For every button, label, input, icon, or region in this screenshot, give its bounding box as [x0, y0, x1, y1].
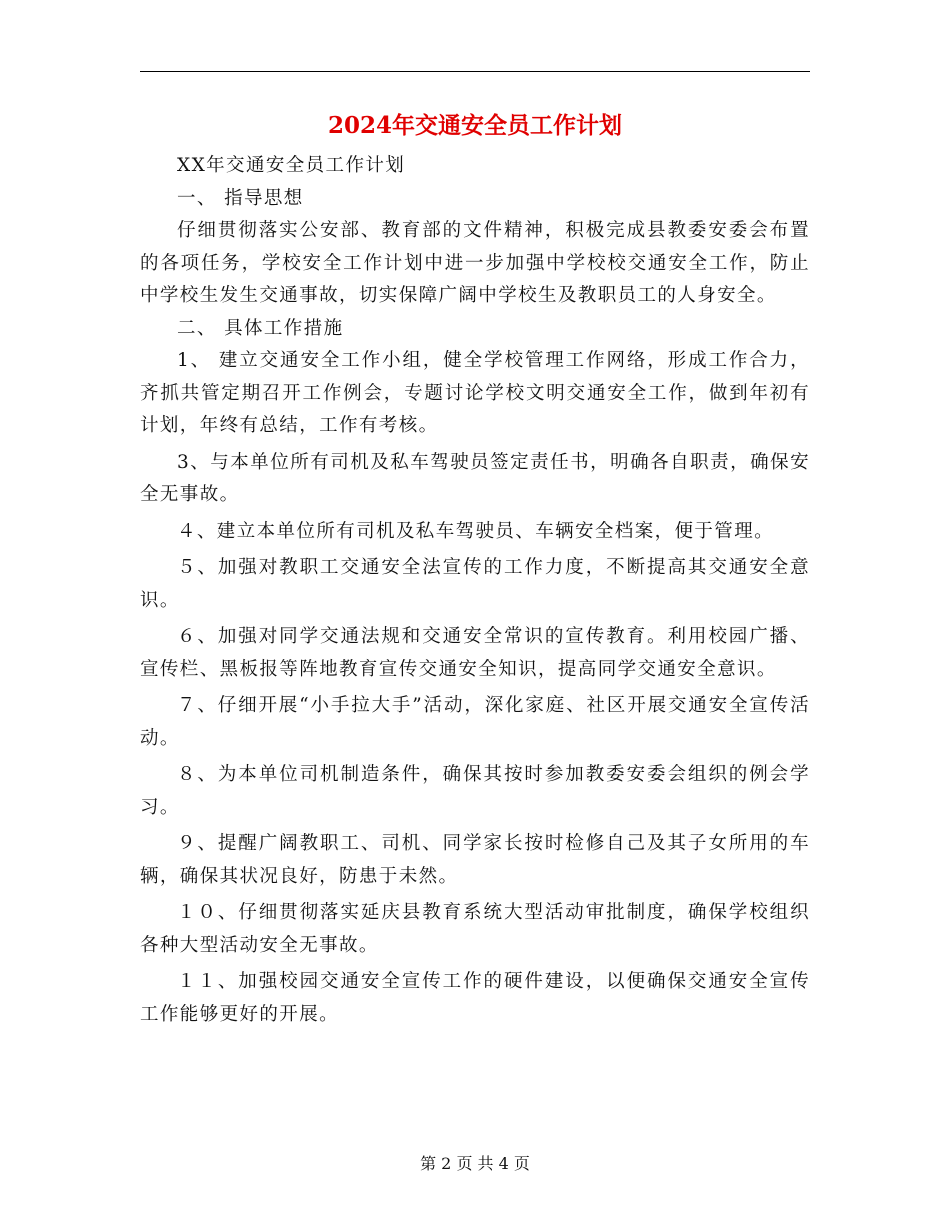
measure-item-11: １１、加强校园交通安全宣传工作的硬件建设，以便确保交通安全宣传工作能够更好的开展。	[140, 971, 810, 1025]
measure-item-7: ７、仔细开展“小手拉大手”活动，深化家庭、社区开展交通安全宣传活动。	[140, 695, 810, 749]
section-heading-measures: 二、 具体工作措施	[177, 317, 344, 339]
page-number-footer: 第 2 页 共 4 页	[420, 1154, 530, 1173]
measure-item-6: ６、加强对同学交通法规和交通安全常识的宣传教育。利用校园广播、宣传栏、黑板报等阵地教育宣传交通安全知识，提高同学交通安全意识。	[140, 626, 810, 680]
subtitle-line: XX年交通安全员工作计划	[177, 155, 406, 176]
measure-item-9: ９、提醒广阔教职工、司机、同学家长按时检修自己及其子女所用的车辆，确保其状况良好，防患于未然。	[140, 833, 810, 887]
measure-item-10: １０、仔细贯彻落实延庆县教育系统大型活动审批制度，确保学校组织各种大型活动安全无事故。	[140, 902, 810, 956]
measure-item-3: 3、与本单位所有司机及私车驾驶员签定责任书，明确各自职责，确保安全无事故。	[140, 451, 810, 505]
document-body	[140, 150, 810, 1031]
section-heading-guiding-thought: 一、 指导思想	[177, 187, 304, 209]
paragraph-guiding-thought: 仔细贯彻落实公安部、教育部的文件精神，积极完成县教委安委会布置的各项任务，学校安全工作计划中进一步加强中学校校交通安全工作，防止中学校生发生交通事故，切实保障广阔中学校生及教职员工的人身安全。	[140, 220, 810, 306]
header-rule	[140, 71, 810, 72]
measure-item-5: ５、加强对教职工交通安全法宣传的工作力度，不断提高其交通安全意识。	[140, 557, 810, 611]
measure-item-4: ４、建立本单位所有司机及私车驾驶员、车辆安全档案，便于管理。	[177, 520, 775, 542]
document-title: 2024年交通安全员工作计划	[327, 112, 622, 139]
measure-item-1: 1、 建立交通安全工作小组，健全学校管理工作网络，形成工作合力，齐抓共管定期召开工作例会，专题讨论学校文明交通安全工作，做到年初有计划，年终有总结，工作有考核。	[140, 350, 810, 436]
measure-item-8: ８、为本单位司机制造条件，确保其按时参加教委安委会组织的例会学习。	[140, 764, 810, 818]
